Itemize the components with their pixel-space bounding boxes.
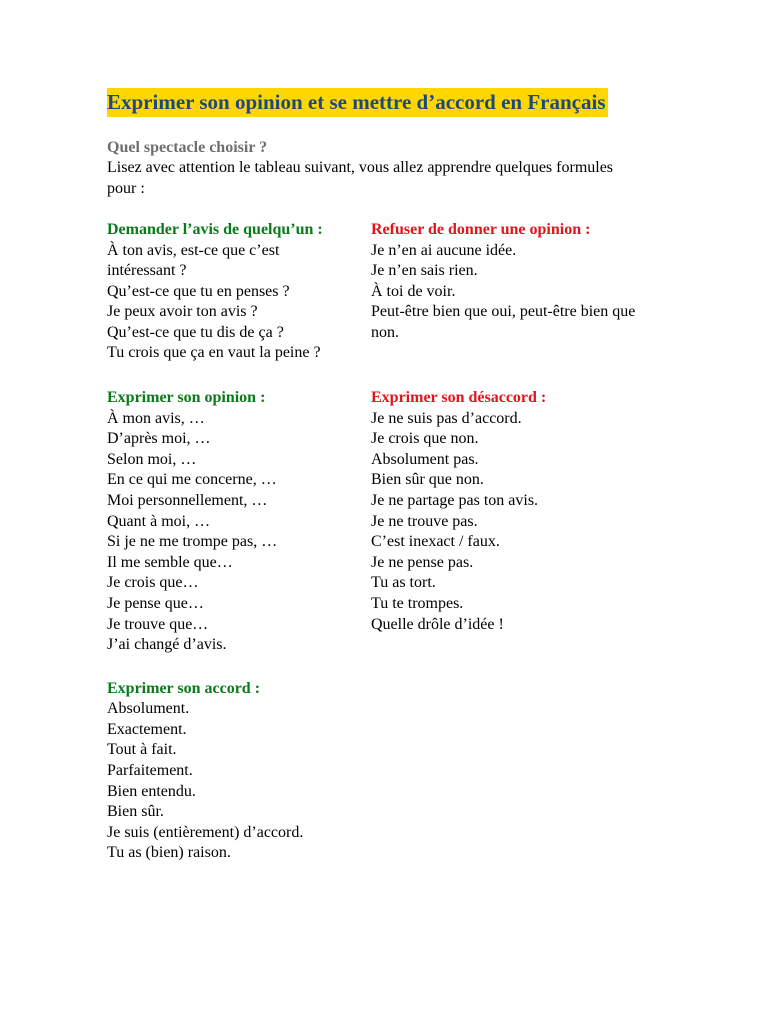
refuse-opinion-heading: Refuser de donner une opinion : — [371, 221, 591, 238]
list-item: À toi de voir. — [371, 282, 456, 300]
express-disagreement-section — [371, 388, 671, 635]
list-item: Je crois que… — [107, 574, 199, 592]
list-item: Je n’en ai aucune idée. — [371, 241, 517, 259]
list-item: Exactement. — [107, 720, 187, 738]
list-item: Je ne trouve pas. — [371, 512, 478, 530]
list-item: non. — [371, 323, 399, 341]
list-item: Je peux avoir ton avis ? — [107, 303, 258, 321]
list-item: Moi personnellement, … — [107, 491, 268, 509]
list-item: Je pense que… — [107, 594, 204, 612]
ask-opinion-section — [107, 220, 371, 364]
subtitle: Quel spectacle choisir ? — [107, 139, 268, 156]
list-item: Tu as tort. — [371, 574, 436, 592]
express-opinion-section — [107, 388, 371, 656]
express-agreement-list — [107, 699, 707, 864]
list-item: Parfaitement. — [107, 761, 193, 779]
list-item: À ton avis, est-ce que c’est — [107, 241, 280, 259]
list-item: Tu as (bien) raison. — [107, 844, 231, 862]
list-item: Je ne suis pas d’accord. — [371, 409, 522, 427]
list-item: intéressant ? — [107, 262, 187, 280]
express-opinion-list — [107, 409, 371, 656]
list-item: Selon moi, … — [107, 450, 197, 468]
list-item: Il me semble que… — [107, 553, 233, 571]
ask-opinion-list — [107, 241, 371, 365]
express-agreement-heading: Exprimer son accord : — [107, 679, 261, 697]
list-item: Quant à moi, … — [107, 512, 211, 530]
list-item: Je n’en sais rien. — [371, 262, 478, 280]
list-item: Peut-être bien que oui, peut-être bien que — [371, 303, 636, 321]
refuse-opinion-section — [371, 220, 671, 343]
list-item: J’ai changé d’avis. — [107, 636, 227, 654]
section-row-2 — [107, 388, 707, 656]
list-item: Tout à fait. — [107, 741, 177, 759]
list-item: Je ne partage pas ton avis. — [371, 491, 539, 509]
list-item: Qu’est-ce que tu dis de ça ? — [107, 323, 284, 341]
list-item: Qu’est-ce que tu en penses ? — [107, 282, 290, 300]
list-item: En ce qui me concerne, … — [107, 471, 277, 489]
list-item: Absolument pas. — [371, 450, 479, 468]
page-title: Exprimer son opinion et se mettre d’accord en Français — [107, 88, 608, 117]
list-item: Je trouve que… — [107, 615, 209, 633]
list-item: À mon avis, … — [107, 409, 205, 427]
list-item: Si je ne me trompe pas, … — [107, 533, 278, 551]
list-item: Tu te trompes. — [371, 594, 464, 612]
list-item: Bien sûr que non. — [371, 471, 484, 489]
express-agreement-section — [107, 679, 707, 864]
document-page — [107, 88, 707, 864]
list-item: Je ne pense pas. — [371, 553, 474, 571]
list-item: C’est inexact / faux. — [371, 533, 500, 551]
express-disagreement-list — [371, 409, 671, 636]
list-item: D’après moi, … — [107, 430, 211, 448]
list-item: Tu crois que ça en vaut la peine ? — [107, 344, 321, 362]
list-item: Je crois que non. — [371, 430, 479, 448]
express-disagreement-heading: Exprimer son désaccord : — [371, 389, 547, 407]
refuse-opinion-list — [371, 241, 671, 344]
list-item: Je suis (entièrement) d’accord. — [107, 823, 304, 841]
list-item: Bien sûr. — [107, 803, 164, 821]
list-item: Absolument. — [107, 700, 190, 718]
list-item: Quelle drôle d’idée ! — [371, 615, 504, 633]
express-opinion-heading: Exprimer son opinion : — [107, 389, 266, 407]
intro-text: Lisez avec attention le tableau suivant, vous allez apprendre quelques formules pour : — [107, 159, 614, 197]
section-row-1 — [107, 220, 707, 364]
list-item: Bien entendu. — [107, 782, 196, 800]
ask-opinion-heading: Demander l’avis de quelqu’un : — [107, 221, 323, 238]
